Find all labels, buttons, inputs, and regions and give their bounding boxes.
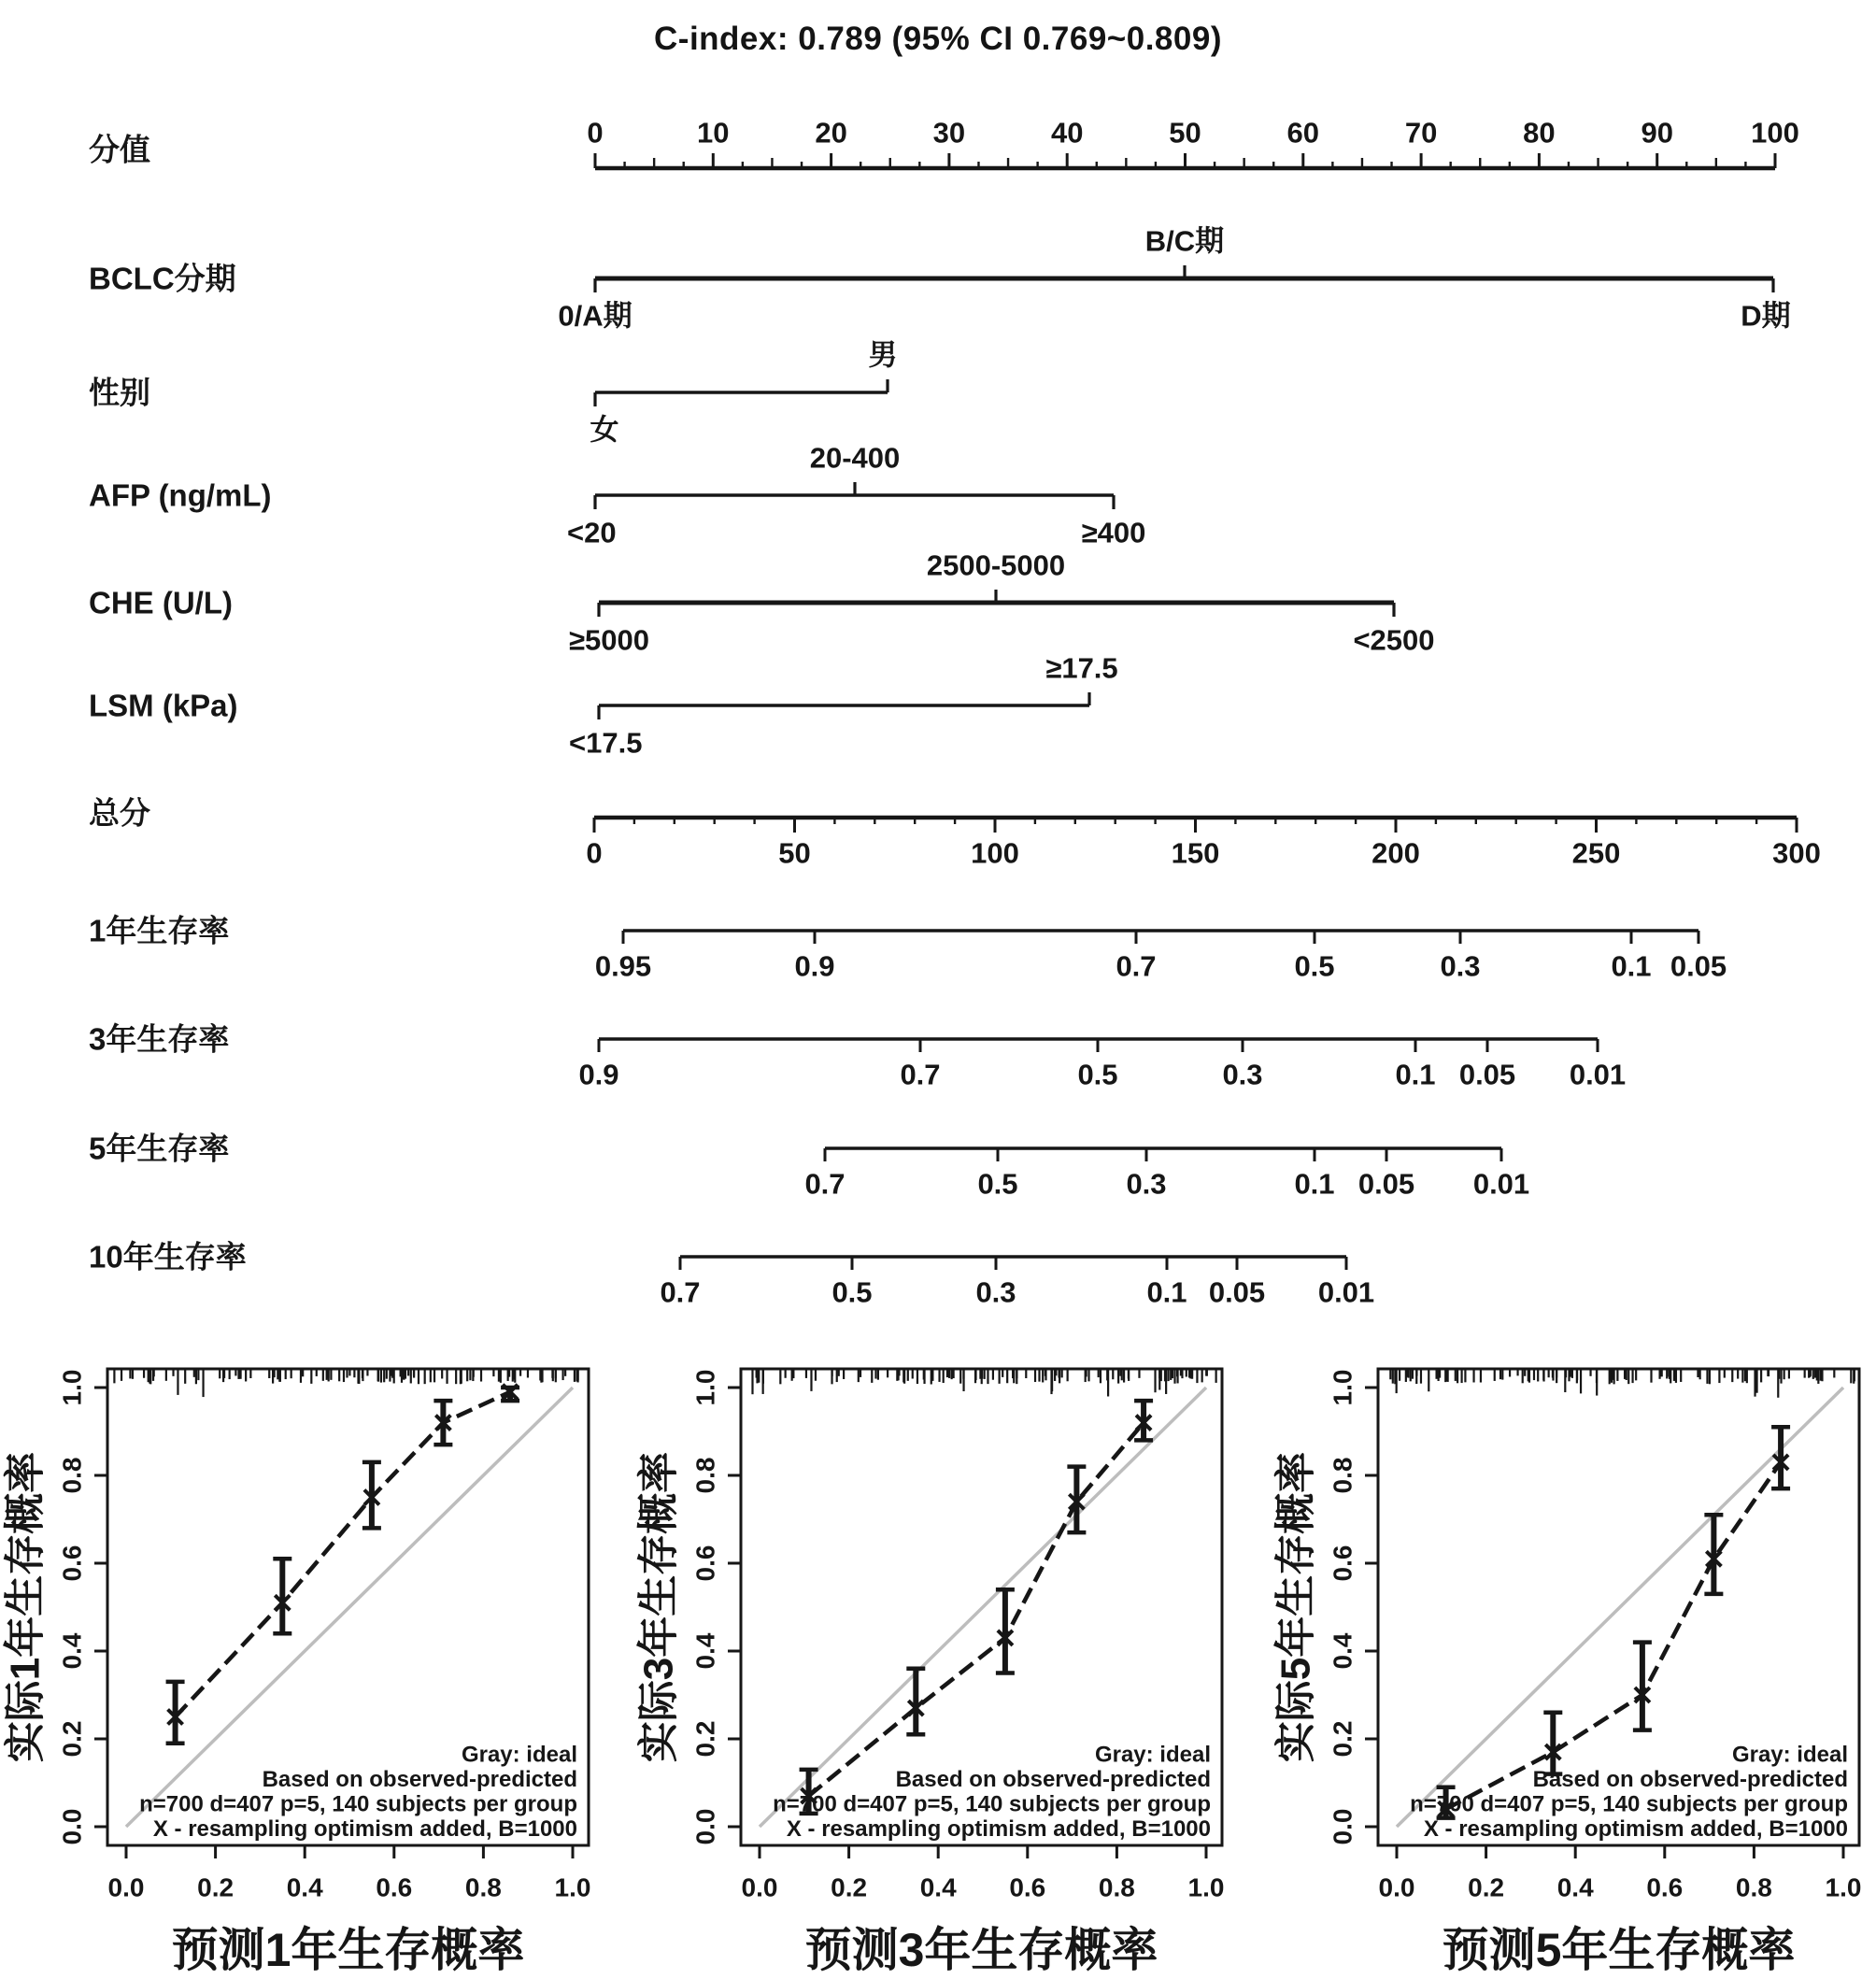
tick-label: 0.5 [1294,949,1335,983]
y-axis-title: 实际3年生存概率 [635,1451,682,1763]
y-tick-label: 0.2 [57,1720,87,1758]
y-axis-title: 实际1年生存概率 [2,1451,49,1763]
x-axis-title: 预测1年生存概率 [171,1924,525,1976]
value-label: 20-400 [809,441,901,475]
y-tick-label: 0.4 [1328,1632,1357,1670]
y-tick-label: 0.4 [57,1632,87,1670]
tick-label: 300 [1772,836,1821,870]
row-label-lsm: LSM (kPa) [89,688,238,723]
tick-label: 90 [1641,116,1673,149]
row-label-surv1: 1年生存率 [89,913,230,948]
rug-ticks [752,1371,1215,1397]
value-label: <20 [567,516,617,549]
x-tick-label: 0.0 [107,1872,145,1902]
calibration-panel-cal3 [635,1369,1225,1976]
value-label: ≥17.5 [1045,651,1118,685]
x-tick-label: 1.0 [1825,1872,1862,1902]
nomogram-row-total [89,796,1821,870]
y-tick-label: 0.8 [1328,1457,1357,1494]
calibration-plots [0,1345,1876,1979]
error-bar [1771,1427,1790,1488]
x-tick-label: 0.2 [197,1872,234,1902]
error-bar [166,1682,185,1744]
tick-label: 0.3 [1440,949,1481,983]
tick-label: 70 [1404,116,1438,149]
x-tick-label: 0.0 [1378,1872,1415,1902]
tick-label: 0.7 [1116,949,1157,983]
error-bar [1633,1643,1652,1730]
nomogram-row-sex [89,339,898,447]
y-tick-label: 0.8 [690,1457,720,1494]
y-tick-label: 0.6 [57,1545,87,1582]
x-axis-title: 预测5年生存概率 [1442,1924,1796,1976]
tick-label: 250 [1571,836,1621,870]
tick-label: 30 [932,116,966,149]
value-label: 0/A期 [558,299,632,333]
x-tick-label: 0.4 [1556,1872,1594,1902]
x-tick-label: 0.4 [919,1872,957,1902]
value-label: 2500-5000 [926,548,1066,582]
row-label-che: CHE (U/L) [89,585,233,620]
y-tick-label: 0.4 [690,1632,720,1670]
tick-label: 50 [778,836,811,870]
annotation-line: n=700 d=407 p=5, 140 subjects per group [139,1791,577,1817]
row-label-bclc: BCLC分期 [89,261,236,296]
tick-label: 0.7 [900,1058,941,1091]
tick-label: 0.95 [594,949,652,983]
annotation-line: Based on observed-predicted [262,1767,577,1792]
nomogram-row-lsm [89,652,1118,760]
calibration-line [809,1423,1144,1797]
y-tick-label: 0.0 [1328,1808,1357,1845]
tick-label: 60 [1286,116,1320,149]
tick-label: 0.9 [794,949,835,983]
annotation-line: Gray: ideal [1731,1742,1848,1768]
annotation-line: Gray: ideal [461,1742,577,1768]
annotation-line: Gray: ideal [1094,1742,1211,1768]
tick-label: 0.05 [1458,1058,1516,1091]
nomogram-row-points [89,117,1799,169]
tick-label: 0 [586,836,603,870]
row-label-afp: AFP (ng/mL) [89,477,272,513]
tick-label: 0.1 [1395,1058,1436,1091]
tick-label: 0.05 [1670,949,1727,983]
x-tick-label: 0.2 [831,1872,868,1902]
tick-label: 0.5 [1077,1058,1118,1091]
annotation-line: X - resampling optimism added, B=1000 [786,1816,1211,1842]
error-bar [1543,1713,1562,1774]
y-tick-label: 1.0 [57,1369,87,1406]
nomogram-row-che [89,549,1435,657]
calibration-line [176,1392,511,1717]
tick-label: 40 [1050,116,1084,149]
tick-label: 0.3 [1222,1058,1263,1091]
annotation-line: Based on observed-predicted [895,1767,1211,1792]
tick-label: 0.5 [977,1167,1018,1201]
figure-title: C-index: 0.789 (95% CI 0.769~0.809) [654,21,1222,57]
error-bar [501,1385,519,1401]
value-label: <2500 [1353,623,1435,657]
tick-label: 80 [1523,116,1556,149]
row-label-total: 总分 [89,795,150,831]
value-label: 男 [868,338,898,372]
tick-label: 0.01 [1472,1167,1530,1201]
nomogram-row-surv10 [89,1240,1374,1309]
x-tick-label: 0.4 [286,1872,323,1902]
row-label-points: 分值 [89,132,150,167]
y-axis-title: 实际5年生存概率 [1272,1451,1319,1763]
x-tick-label: 0.6 [1646,1872,1684,1902]
tick-label: 10 [697,116,730,149]
row-label-surv3: 3年生存率 [89,1021,230,1057]
x-tick-label: 0.8 [464,1872,502,1902]
error-bar [273,1559,291,1633]
row-label-surv5: 5年生存率 [89,1131,230,1166]
nomogram-row-surv5 [89,1132,1529,1201]
value-label: <17.5 [569,726,643,760]
rug-ticks [1390,1371,1855,1398]
value-label: ≥5000 [569,623,649,657]
annotation-line: X - resampling optimism added, B=1000 [1423,1816,1848,1842]
error-bar [362,1462,381,1529]
tick-label: 200 [1371,836,1420,870]
y-tick-label: 0.2 [690,1720,720,1758]
tick-label: 0.7 [804,1167,846,1201]
tick-label: 20 [815,116,847,149]
nomogram-row-afp [89,442,1145,549]
annotation-line: n=700 d=407 p=5, 140 subjects per group [1410,1791,1848,1817]
tick-label: 0.9 [578,1058,619,1091]
y-tick-label: 0.0 [57,1808,87,1845]
value-label: 女 [590,413,619,447]
tick-label: 0.01 [1317,1275,1375,1309]
tick-label: 0.01 [1569,1058,1627,1091]
calibration-panel-cal5 [1272,1369,1862,1976]
y-tick-label: 0.6 [1328,1545,1357,1582]
tick-label: 0.05 [1357,1167,1415,1201]
tick-label: 0.3 [1126,1167,1167,1201]
annotation-line: n=700 d=407 p=5, 140 subjects per group [773,1791,1211,1817]
y-tick-label: 0.0 [690,1808,720,1845]
calibration-line [1446,1462,1782,1809]
error-bar [1704,1515,1723,1594]
y-tick-label: 1.0 [690,1369,720,1406]
y-tick-label: 0.8 [57,1457,87,1494]
tick-label: 150 [1171,836,1220,870]
error-bar [1134,1401,1153,1440]
annotation-line: Based on observed-predicted [1532,1767,1848,1792]
x-tick-label: 1.0 [1187,1872,1225,1902]
nomogram-row-surv1 [89,914,1727,983]
y-tick-label: 1.0 [1328,1369,1357,1406]
tick-label: 0.5 [831,1275,873,1309]
x-tick-label: 1.0 [554,1872,591,1902]
y-tick-label: 0.2 [1328,1720,1357,1758]
value-label: D期 [1741,299,1791,333]
calibration-panel-cal1 [2,1369,591,1976]
x-tick-label: 0.0 [741,1872,778,1902]
row-label-surv10: 10年生存率 [89,1239,247,1274]
value-label: B/C期 [1144,224,1225,258]
x-tick-label: 0.2 [1468,1872,1505,1902]
value-label: ≥400 [1081,516,1146,549]
error-bar [996,1589,1015,1673]
error-bar [433,1401,452,1445]
tick-label: 0.1 [1146,1275,1187,1309]
x-tick-label: 0.8 [1735,1872,1772,1902]
y-tick-label: 0.6 [690,1545,720,1582]
nomogram-row-surv3 [89,1022,1626,1091]
tick-label: 0.05 [1208,1275,1266,1309]
row-label-sex: 性别 [89,375,150,410]
x-tick-label: 0.6 [376,1872,413,1902]
tick-label: 50 [1169,116,1201,149]
x-tick-label: 0.6 [1009,1872,1046,1902]
x-tick-label: 0.8 [1098,1872,1135,1902]
x-axis-title: 预测3年生存概率 [804,1924,1158,1976]
tick-label: 100 [1751,116,1799,149]
tick-label: 100 [971,836,1019,870]
tick-label: 0.7 [660,1275,701,1309]
tick-label: 0.1 [1294,1167,1335,1201]
tick-label: 0.3 [975,1275,1016,1309]
tick-label: 0.1 [1611,949,1652,983]
tick-label: 0 [587,116,604,149]
annotation-line: X - resampling optimism added, B=1000 [152,1816,577,1842]
nomogram-row-bclc [89,225,1791,333]
